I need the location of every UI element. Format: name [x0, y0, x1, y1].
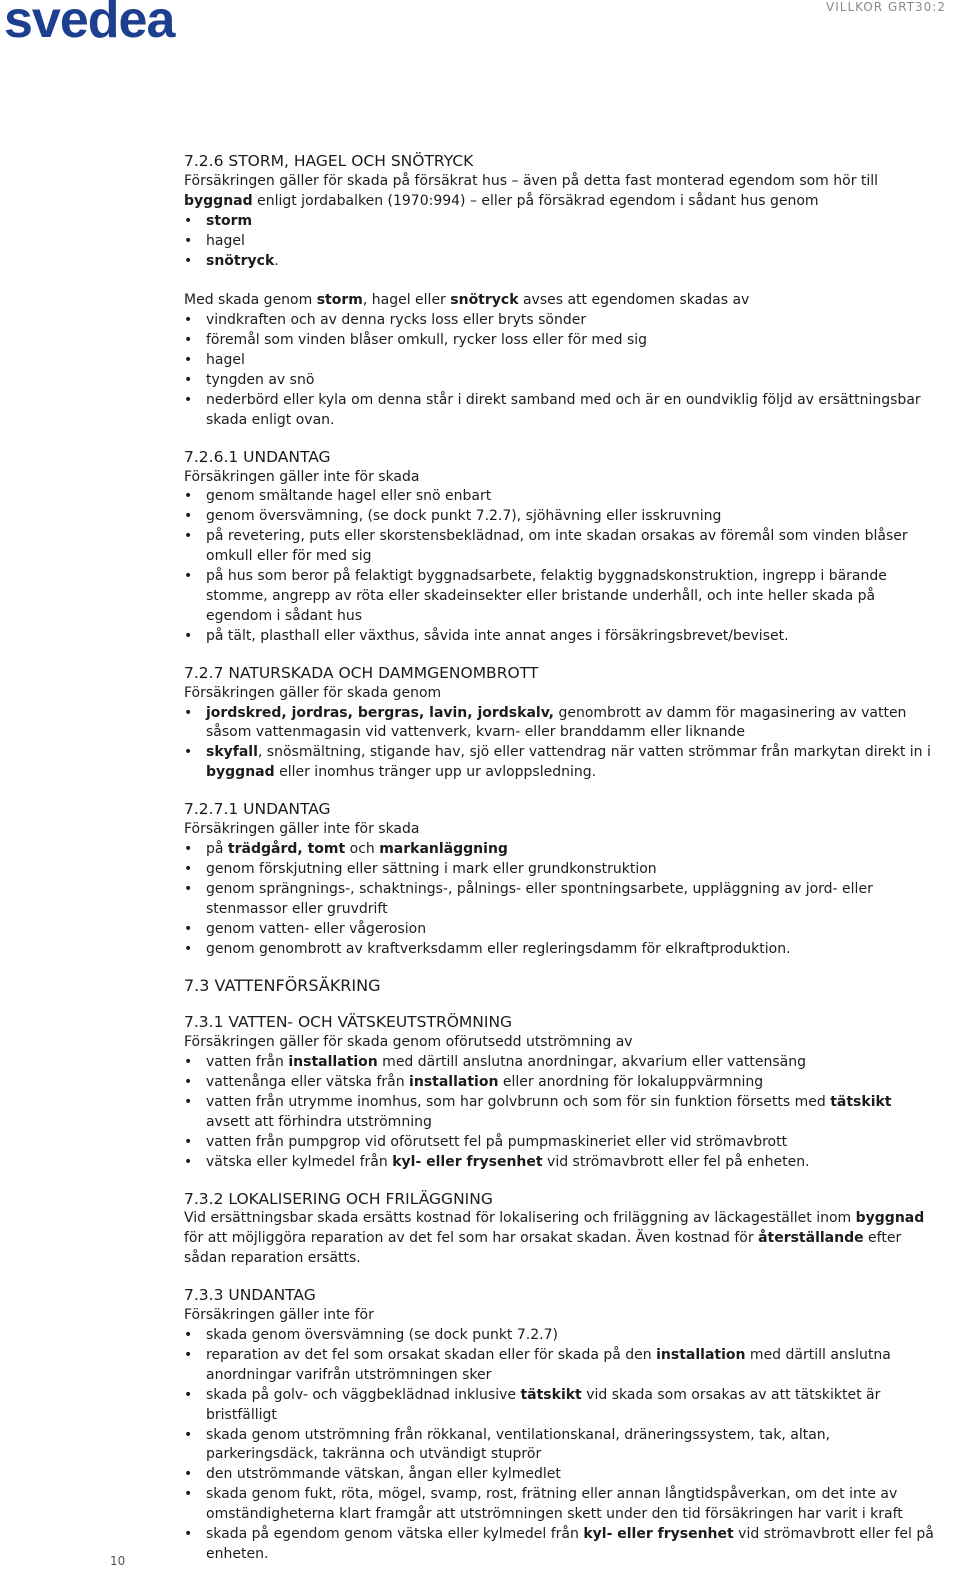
paragraph: Försäkringen gäller inte för skada [184, 468, 420, 485]
paragraph: Vid ersättningsbar skada ersätts kostnad för lokalisering och friläggning av läckagestället inom byggnad för att möjliggöra reparation av det fel som har orsakat skadan. Även kostnad för återställande efter sådan reparation ersätts. [184, 1210, 925, 1267]
list-item: • skada genom fukt, röta, mögel, svamp, rost, frätning eller annan långtidspåverkan, om det inte av omständigheterna klart framgår att utströmningen skett under den tid försäkringen har varit i kraft [184, 1485, 936, 1525]
section-7-2-6 [184, 152, 936, 431]
paragraph: Försäkringen gäller inte för [184, 1307, 374, 1324]
page-number: 10 [110, 1554, 126, 1568]
list-item: • föremål som vinden blåser omkull, rycker loss eller för med sig [184, 331, 936, 351]
bullet-list [184, 487, 936, 646]
list-item: • tyngden av snö [184, 371, 936, 391]
section-7-3 [184, 976, 936, 996]
list-item: • vatten från pumpgrop vid oförutsett fel på pumpmaskineriet eller vid strömavbrott [184, 1133, 936, 1153]
section-7-2-6-1 [184, 448, 936, 647]
section-title: 7.3.1 VATTEN- OCH VÄTSKEUTSTRÖMNING [184, 1013, 513, 1032]
section-7-2-7-1 [184, 800, 936, 959]
svedea-logo: svedea [4, 0, 175, 49]
section-title: 7.2.6.1 UNDANTAG [184, 447, 331, 466]
list-item: • vattenånga eller vätska från installation eller anordning för lokaluppvärmning [184, 1073, 936, 1093]
section-title: 7.3.3 UNDANTAG [184, 1286, 316, 1305]
bullet-list [184, 1053, 936, 1172]
list-item: • genom sprängnings-, schaktnings-, pålnings- eller spontningsarbete, uppläggning av jord- eller stenmassor eller gruvdrift [184, 880, 936, 920]
section-title: 7.3.2 LOKALISERING OCH FRILÄGGNING [184, 1189, 493, 1208]
list-item: • skada genom utströmning från rökkanal, ventilationskanal, dräneringssystem, tak, altan, parkeringsdäck, takränna och utvändigt stuprör [184, 1426, 936, 1466]
list-item: • på trädgård, tomt och markanläggning [184, 840, 936, 860]
bullet-list [184, 311, 936, 430]
list-item: • genom förskjutning eller sättning i mark eller grundkonstruktion [184, 860, 936, 880]
list-item: • skada på egendom genom vätska eller kylmedel från kyl- eller frysenhet vid strömavbrott eller fel på enheten. [184, 1525, 936, 1565]
list-item: • vätska eller kylmedel från kyl- eller frysenhet vid strömavbrott eller fel på enheten. [184, 1153, 936, 1173]
list-item: • snötryck. [184, 252, 936, 272]
bullet-list [184, 1326, 936, 1565]
bullet-list [184, 840, 936, 959]
list-item: • genom genombrott av kraftverksdamm eller regleringsdamm för elkraftproduktion. [184, 940, 936, 960]
list-item: • på hus som beror på felaktigt byggnadsarbete, felaktig byggnadskonstruktion, ingrepp i bärande stomme, angrepp av röta eller skadeinsekter eller bristande underhåll, och inte heller skada på egendom i sådant hus [184, 567, 936, 627]
list-item: • hagel [184, 351, 936, 371]
list-item: • genom översvämning, (se dock punkt 7.2.7), sjöhävning eller isskruvning [184, 507, 936, 527]
bullet-list [184, 212, 936, 272]
list-item: • genom vatten- eller vågerosion [184, 920, 936, 940]
list-item: • nederbörd eller kyla om denna står i direkt samband med och är en oundviklig följd av ersättningsbar skada enligt ovan. [184, 391, 936, 431]
paragraph: Försäkringen gäller inte för skada [184, 821, 420, 838]
paragraph: Försäkringen gäller för skada genom [184, 684, 442, 701]
bullet-list [184, 704, 936, 784]
list-item: • jordskred, jordras, bergras, lavin, jordskalv, genombrott av damm för magasinering av vatten såsom vattenmagasin vid vattenverk, kvarn- eller branddamm eller liknande [184, 704, 936, 744]
section-7-2-7 [184, 664, 936, 783]
list-item: • hagel [184, 232, 936, 252]
paragraph: Med skada genom storm, hagel eller snötryck avses att egendomen skadas av [184, 292, 750, 309]
paragraph: Försäkringen gäller för skada genom oförutsedd utströmning av [184, 1034, 633, 1051]
list-item: • skyfall, snösmältning, stigande hav, sjö eller vattendrag när vatten strömmar från markytan direkt in i byggnad eller inomhus tränger upp ur avloppsledning. [184, 743, 936, 783]
list-item: • storm [184, 212, 936, 232]
document-reference: VILLKOR GRT30:2 [826, 0, 946, 14]
list-item: • skada på golv- och väggbeklädnad inklusive tätskikt vid skada som orsakas av att tätskiktet är bristfälligt [184, 1386, 936, 1426]
document-body [184, 152, 936, 1582]
list-item: • genom smältande hagel eller snö enbart [184, 487, 936, 507]
section-title: 7.2.7.1 UNDANTAG [184, 800, 331, 819]
list-item: • vatten från utrymme inomhus, som har golvbrunn och som för sin funktion försetts med tätskikt avsett att förhindra utströmning [184, 1093, 936, 1133]
section-7-3-2 [184, 1190, 936, 1270]
section-title: 7.3 VATTENFÖRSÄKRING [184, 976, 381, 996]
list-item: • vatten från installation med därtill anslutna anordningar, akvarium eller vattensäng [184, 1053, 936, 1073]
list-item: • på tält, plasthall eller växthus, såvida inte annat anges i försäkringsbrevet/beviset. [184, 627, 936, 647]
list-item: • skada genom översvämning (se dock punkt 7.2.7) [184, 1326, 936, 1346]
list-item: • reparation av det fel som orsakat skadan eller för skada på den installation med därtill anslutna anordningar varifrån utströmningen sker [184, 1346, 936, 1386]
list-item: • den utströmmande vätskan, ångan eller kylmedlet [184, 1465, 936, 1485]
paragraph: Försäkringen gäller för skada på försäkrat hus – även på detta fast monterad egendom som hör till byggnad enligt jordabalken (1970:994) – eller på försäkrad egendom i sådant hus genom [184, 172, 879, 209]
section-7-3-3 [184, 1286, 936, 1565]
section-title: 7.2.6 STORM, HAGEL OCH SNÖTRYCK [184, 152, 474, 170]
section-title: 7.2.7 NATURSKADA OCH DAMMGENOMBROTT [184, 663, 539, 682]
list-item: • på revetering, puts eller skorstensbeklädnad, om inte skadan orsakas av föremål som vinden blåser omkull eller för med sig [184, 527, 936, 567]
list-item: • vindkraften och av denna rycks loss eller bryts sönder [184, 311, 936, 331]
section-7-3-1 [184, 1013, 936, 1172]
